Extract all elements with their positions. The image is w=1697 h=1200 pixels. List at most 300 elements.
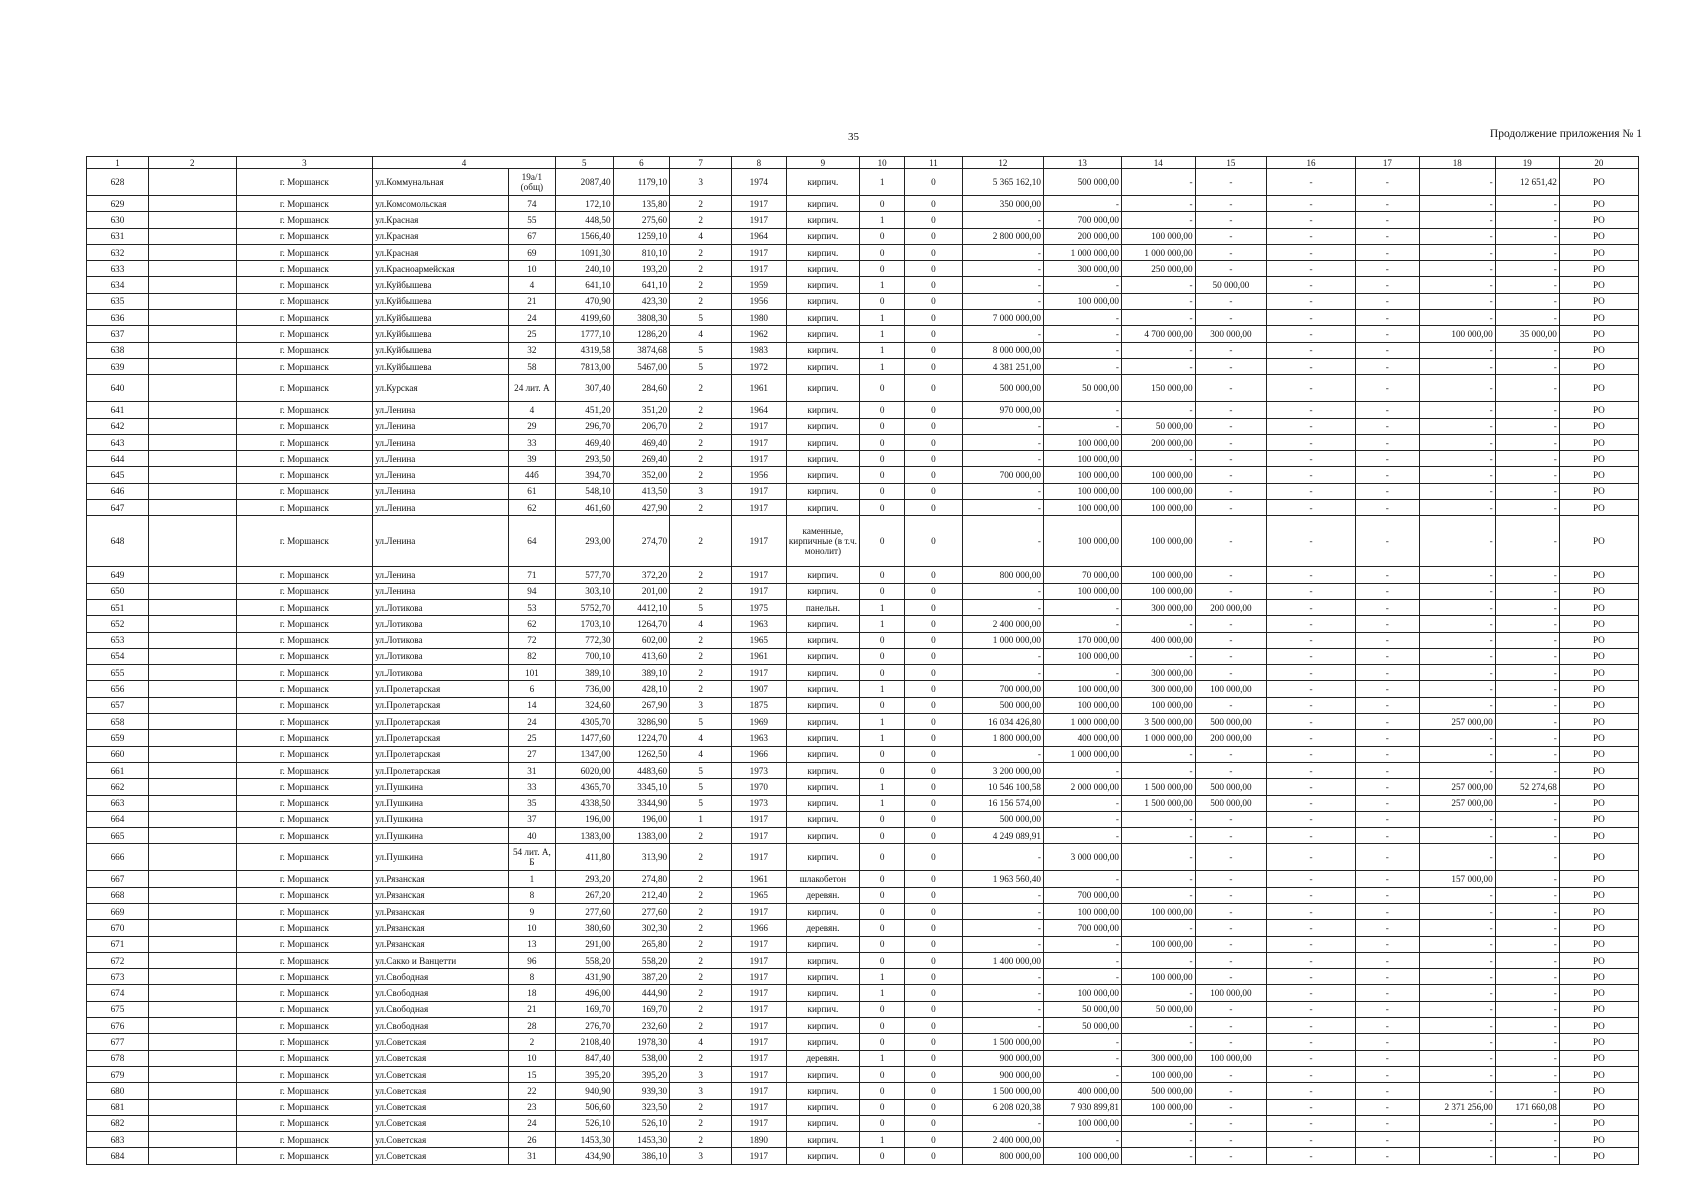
col14-cost-cell: 500 000,00 bbox=[1121, 1083, 1195, 1099]
col13-cost-cell: 1 000 000,00 bbox=[1043, 714, 1121, 730]
col10-cell: 0 bbox=[860, 903, 905, 919]
col14-cost-cell: - bbox=[1121, 402, 1195, 418]
col10-cell: 0 bbox=[860, 375, 905, 402]
col13-cost-cell: 50 000,00 bbox=[1043, 1018, 1121, 1034]
house-number-cell: 54 лит. А, Б bbox=[508, 844, 555, 871]
col12-cost-cell: 6 208 020,38 bbox=[962, 1099, 1043, 1115]
wall-material-cell: кирпич. bbox=[786, 467, 860, 483]
living-area-cell: 232,60 bbox=[613, 1018, 670, 1034]
house-number-cell: 82 bbox=[508, 648, 555, 664]
col16-cost-cell: - bbox=[1267, 567, 1356, 583]
city-cell: г. Моршанск bbox=[236, 1132, 373, 1148]
col18-cost-cell: - bbox=[1419, 483, 1495, 499]
house-number-cell: 21 bbox=[508, 293, 555, 309]
street-cell: ул.Лотикова bbox=[373, 665, 509, 681]
col16-cost-cell: - bbox=[1267, 212, 1356, 228]
col18-cost-cell: - bbox=[1419, 648, 1495, 664]
city-cell: г. Моршанск bbox=[236, 681, 373, 697]
col19-cost-cell: - bbox=[1495, 467, 1559, 483]
year-cell: 1917 bbox=[732, 1083, 786, 1099]
col14-cost-cell: 100 000,00 bbox=[1121, 567, 1195, 583]
house-number-cell: 8 bbox=[508, 887, 555, 903]
house-number-cell: 1 bbox=[508, 871, 555, 887]
house-number-cell: 2 bbox=[508, 1034, 555, 1050]
year-cell: 1917 bbox=[732, 1018, 786, 1034]
page-number: 35 bbox=[848, 131, 859, 143]
house-number-cell: 27 bbox=[508, 746, 555, 762]
col12-cost-cell: - bbox=[962, 936, 1043, 952]
col14-cost-cell: 250 000,00 bbox=[1121, 261, 1195, 277]
col19-cost-cell: - bbox=[1495, 261, 1559, 277]
floors-cell: 3 bbox=[670, 1066, 732, 1082]
source-cell: РО bbox=[1559, 1115, 1638, 1131]
floors-cell: 2 bbox=[670, 418, 732, 434]
col10-cell: 0 bbox=[860, 1034, 905, 1050]
wall-material-cell: кирпич. bbox=[786, 326, 860, 342]
city-cell: г. Моршанск bbox=[236, 1115, 373, 1131]
city-cell: г. Моршанск bbox=[236, 648, 373, 664]
living-area-cell: 3286,90 bbox=[613, 714, 670, 730]
col18-cost-cell: - bbox=[1419, 1066, 1495, 1082]
floors-cell: 2 bbox=[670, 293, 732, 309]
col12-cost-cell: 2 400 000,00 bbox=[962, 1132, 1043, 1148]
floors-cell: 2 bbox=[670, 648, 732, 664]
street-cell: ул.Советская bbox=[373, 1050, 509, 1066]
year-cell: 1917 bbox=[732, 985, 786, 1001]
column-number-header-cell: 9 bbox=[786, 157, 860, 169]
living-area-cell: 169,70 bbox=[613, 1001, 670, 1017]
col17-cost-cell: - bbox=[1355, 467, 1419, 483]
floors-cell: 4 bbox=[670, 616, 732, 632]
col11-cell: 0 bbox=[905, 714, 963, 730]
total-area-cell: 451,20 bbox=[555, 402, 613, 418]
source-cell: РО bbox=[1559, 418, 1638, 434]
col17-cost-cell: - bbox=[1355, 681, 1419, 697]
col10-cell: 1 bbox=[860, 969, 905, 985]
col11-cell: 0 bbox=[905, 985, 963, 1001]
year-cell: 1961 bbox=[732, 375, 786, 402]
source-cell: РО bbox=[1559, 451, 1638, 467]
col13-cost-cell: 300 000,00 bbox=[1043, 261, 1121, 277]
total-area-cell: 307,40 bbox=[555, 375, 613, 402]
floors-cell: 2 bbox=[670, 871, 732, 887]
source-cell: РО bbox=[1559, 762, 1638, 778]
col15-cost-cell: - bbox=[1195, 746, 1267, 762]
table-row bbox=[87, 228, 1639, 244]
col14-cost-cell: 100 000,00 bbox=[1121, 467, 1195, 483]
street-cell: ул.Куйбышева bbox=[373, 358, 509, 374]
street-cell: ул.Рязанская bbox=[373, 887, 509, 903]
row-number: 635 bbox=[87, 293, 149, 309]
col16-cost-cell: - bbox=[1267, 342, 1356, 358]
col2-cell bbox=[148, 887, 236, 903]
house-number-cell: 24 лит. А bbox=[508, 375, 555, 402]
col19-cost-cell: - bbox=[1495, 648, 1559, 664]
source-cell: РО bbox=[1559, 342, 1638, 358]
col11-cell: 0 bbox=[905, 1148, 963, 1164]
col16-cost-cell: - bbox=[1267, 1115, 1356, 1131]
col15-cost-cell: - bbox=[1195, 632, 1267, 648]
living-area-cell: 313,90 bbox=[613, 844, 670, 871]
wall-material-cell: кирпич. bbox=[786, 196, 860, 212]
wall-material-cell: кирпич. bbox=[786, 418, 860, 434]
table-row bbox=[87, 779, 1639, 795]
living-area-cell: 372,20 bbox=[613, 567, 670, 583]
col13-cost-cell: 100 000,00 bbox=[1043, 1115, 1121, 1131]
col12-cost-cell: 350 000,00 bbox=[962, 196, 1043, 212]
col18-cost-cell: - bbox=[1419, 632, 1495, 648]
col19-cost-cell: - bbox=[1495, 1050, 1559, 1066]
col16-cost-cell: - bbox=[1267, 952, 1356, 968]
col18-cost-cell: - bbox=[1419, 1148, 1495, 1164]
col10-cell: 0 bbox=[860, 811, 905, 827]
col13-cost-cell: - bbox=[1043, 402, 1121, 418]
col11-cell: 0 bbox=[905, 169, 963, 196]
living-area-cell: 4483,60 bbox=[613, 762, 670, 778]
table-row bbox=[87, 375, 1639, 402]
city-cell: г. Моршанск bbox=[236, 1018, 373, 1034]
street-cell: ул.Советская bbox=[373, 1034, 509, 1050]
col16-cost-cell: - bbox=[1267, 746, 1356, 762]
col18-cost-cell: - bbox=[1419, 1115, 1495, 1131]
col10-cell: 1 bbox=[860, 277, 905, 293]
col13-cost-cell: - bbox=[1043, 326, 1121, 342]
col16-cost-cell: - bbox=[1267, 1083, 1356, 1099]
col15-cost-cell: - bbox=[1195, 583, 1267, 599]
table-row bbox=[87, 599, 1639, 615]
row-number: 672 bbox=[87, 952, 149, 968]
city-cell: г. Моршанск bbox=[236, 483, 373, 499]
source-cell: РО bbox=[1559, 828, 1638, 844]
living-area-cell: 602,00 bbox=[613, 632, 670, 648]
table-row bbox=[87, 811, 1639, 827]
table-row bbox=[87, 871, 1639, 887]
total-area-cell: 496,00 bbox=[555, 985, 613, 1001]
floors-cell: 2 bbox=[670, 1115, 732, 1131]
col18-cost-cell: - bbox=[1419, 434, 1495, 450]
source-cell: РО bbox=[1559, 632, 1638, 648]
col19-cost-cell: - bbox=[1495, 277, 1559, 293]
living-area-cell: 193,20 bbox=[613, 261, 670, 277]
source-cell: РО bbox=[1559, 244, 1638, 260]
floors-cell: 2 bbox=[670, 969, 732, 985]
col12-cost-cell: 2 800 000,00 bbox=[962, 228, 1043, 244]
col18-cost-cell: - bbox=[1419, 969, 1495, 985]
house-number-cell: 29 bbox=[508, 418, 555, 434]
total-area-cell: 1703,10 bbox=[555, 616, 613, 632]
table-row bbox=[87, 310, 1639, 326]
year-cell: 1917 bbox=[732, 969, 786, 985]
col11-cell: 0 bbox=[905, 434, 963, 450]
col14-cost-cell: - bbox=[1121, 310, 1195, 326]
source-cell: РО bbox=[1559, 811, 1638, 827]
col16-cost-cell: - bbox=[1267, 665, 1356, 681]
floors-cell: 2 bbox=[670, 1050, 732, 1066]
wall-material-cell: кирпич. bbox=[786, 244, 860, 260]
col12-cost-cell: 800 000,00 bbox=[962, 567, 1043, 583]
col2-cell bbox=[148, 212, 236, 228]
col2-cell bbox=[148, 871, 236, 887]
row-number: 684 bbox=[87, 1148, 149, 1164]
col16-cost-cell: - bbox=[1267, 434, 1356, 450]
total-area-cell: 558,20 bbox=[555, 952, 613, 968]
col2-cell bbox=[148, 599, 236, 615]
col14-cost-cell: - bbox=[1121, 169, 1195, 196]
column-number-header-cell: 4 bbox=[373, 157, 556, 169]
col11-cell: 0 bbox=[905, 730, 963, 746]
col18-cost-cell: - bbox=[1419, 169, 1495, 196]
col10-cell: 0 bbox=[860, 648, 905, 664]
living-area-cell: 3874,68 bbox=[613, 342, 670, 358]
column-number-header-cell: 7 bbox=[670, 157, 732, 169]
total-area-cell: 4305,70 bbox=[555, 714, 613, 730]
col14-cost-cell: - bbox=[1121, 746, 1195, 762]
source-cell: РО bbox=[1559, 1050, 1638, 1066]
house-number-cell: 14 bbox=[508, 697, 555, 713]
col12-cost-cell: - bbox=[962, 483, 1043, 499]
floors-cell: 2 bbox=[670, 952, 732, 968]
col13-cost-cell: 100 000,00 bbox=[1043, 648, 1121, 664]
year-cell: 1917 bbox=[732, 903, 786, 919]
col17-cost-cell: - bbox=[1355, 697, 1419, 713]
source-cell: РО bbox=[1559, 261, 1638, 277]
col2-cell bbox=[148, 920, 236, 936]
city-cell: г. Моршанск bbox=[236, 985, 373, 1001]
wall-material-cell: кирпич. bbox=[786, 648, 860, 664]
table-row bbox=[87, 196, 1639, 212]
col14-cost-cell: - bbox=[1121, 920, 1195, 936]
source-cell: РО bbox=[1559, 500, 1638, 516]
total-area-cell: 1091,30 bbox=[555, 244, 613, 260]
city-cell: г. Моршанск bbox=[236, 451, 373, 467]
table-row bbox=[87, 795, 1639, 811]
col14-cost-cell: 300 000,00 bbox=[1121, 1050, 1195, 1066]
col19-cost-cell: - bbox=[1495, 681, 1559, 697]
col10-cell: 0 bbox=[860, 583, 905, 599]
house-number-cell: 9 bbox=[508, 903, 555, 919]
city-cell: г. Моршанск bbox=[236, 244, 373, 260]
house-number-cell: 28 bbox=[508, 1018, 555, 1034]
col13-cost-cell: 1 000 000,00 bbox=[1043, 244, 1121, 260]
col18-cost-cell: - bbox=[1419, 762, 1495, 778]
floors-cell: 5 bbox=[670, 342, 732, 358]
col13-cost-cell: 70 000,00 bbox=[1043, 567, 1121, 583]
col14-cost-cell: - bbox=[1121, 451, 1195, 467]
col15-cost-cell: - bbox=[1195, 1066, 1267, 1082]
total-area-cell: 548,10 bbox=[555, 483, 613, 499]
col12-cost-cell: - bbox=[962, 212, 1043, 228]
col10-cell: 1 bbox=[860, 310, 905, 326]
street-cell: ул.Пролетарская bbox=[373, 746, 509, 762]
living-area-cell: 351,20 bbox=[613, 402, 670, 418]
col10-cell: 1 bbox=[860, 599, 905, 615]
wall-material-cell: кирпич. bbox=[786, 969, 860, 985]
source-cell: РО bbox=[1559, 1099, 1638, 1115]
col11-cell: 0 bbox=[905, 358, 963, 374]
city-cell: г. Моршанск bbox=[236, 903, 373, 919]
source-cell: РО bbox=[1559, 169, 1638, 196]
col14-cost-cell: 300 000,00 bbox=[1121, 665, 1195, 681]
house-number-cell: 40 bbox=[508, 828, 555, 844]
table-row bbox=[87, 1115, 1639, 1131]
city-cell: г. Моршанск bbox=[236, 746, 373, 762]
col2-cell bbox=[148, 169, 236, 196]
col10-cell: 0 bbox=[860, 451, 905, 467]
floors-cell: 2 bbox=[670, 936, 732, 952]
col2-cell bbox=[148, 632, 236, 648]
street-cell: ул.Лотикова bbox=[373, 632, 509, 648]
col19-cost-cell: - bbox=[1495, 358, 1559, 374]
table-row bbox=[87, 1132, 1639, 1148]
wall-material-cell: кирпич. bbox=[786, 697, 860, 713]
street-cell: ул.Курская bbox=[373, 375, 509, 402]
col18-cost-cell: - bbox=[1419, 196, 1495, 212]
col2-cell bbox=[148, 828, 236, 844]
street-cell: ул.Советская bbox=[373, 1132, 509, 1148]
total-area-cell: 1453,30 bbox=[555, 1132, 613, 1148]
col19-cost-cell: - bbox=[1495, 795, 1559, 811]
col14-cost-cell: 100 000,00 bbox=[1121, 697, 1195, 713]
wall-material-cell: кирпич. bbox=[786, 375, 860, 402]
col11-cell: 0 bbox=[905, 375, 963, 402]
wall-material-cell: кирпич. bbox=[786, 1083, 860, 1099]
col12-cost-cell: - bbox=[962, 451, 1043, 467]
col16-cost-cell: - bbox=[1267, 326, 1356, 342]
living-area-cell: 4412,10 bbox=[613, 599, 670, 615]
col17-cost-cell: - bbox=[1355, 310, 1419, 326]
col18-cost-cell: 2 371 256,00 bbox=[1419, 1099, 1495, 1115]
street-cell: ул.Рязанская bbox=[373, 903, 509, 919]
street-cell: ул.Красная bbox=[373, 244, 509, 260]
col18-cost-cell: - bbox=[1419, 887, 1495, 903]
year-cell: 1875 bbox=[732, 697, 786, 713]
source-cell: РО bbox=[1559, 326, 1638, 342]
row-number: 679 bbox=[87, 1066, 149, 1082]
row-number: 683 bbox=[87, 1132, 149, 1148]
col15-cost-cell: 300 000,00 bbox=[1195, 326, 1267, 342]
col18-cost-cell: - bbox=[1419, 844, 1495, 871]
year-cell: 1917 bbox=[732, 665, 786, 681]
city-cell: г. Моршанск bbox=[236, 730, 373, 746]
year-cell: 1917 bbox=[732, 500, 786, 516]
col12-cost-cell: 1 800 000,00 bbox=[962, 730, 1043, 746]
col13-cost-cell: 700 000,00 bbox=[1043, 920, 1121, 936]
col17-cost-cell: - bbox=[1355, 277, 1419, 293]
col15-cost-cell: - bbox=[1195, 903, 1267, 919]
col13-cost-cell: 7 930 899,81 bbox=[1043, 1099, 1121, 1115]
col11-cell: 0 bbox=[905, 212, 963, 228]
col18-cost-cell: - bbox=[1419, 402, 1495, 418]
col16-cost-cell: - bbox=[1267, 714, 1356, 730]
col15-cost-cell: - bbox=[1195, 375, 1267, 402]
col13-cost-cell: 700 000,00 bbox=[1043, 887, 1121, 903]
col17-cost-cell: - bbox=[1355, 1132, 1419, 1148]
total-area-cell: 5752,70 bbox=[555, 599, 613, 615]
year-cell: 1962 bbox=[732, 326, 786, 342]
street-cell: ул.Ленина bbox=[373, 483, 509, 499]
city-cell: г. Моршанск bbox=[236, 326, 373, 342]
col13-cost-cell: 100 000,00 bbox=[1043, 583, 1121, 599]
col11-cell: 0 bbox=[905, 697, 963, 713]
year-cell: 1917 bbox=[732, 1148, 786, 1164]
col12-cost-cell: 1 500 000,00 bbox=[962, 1034, 1043, 1050]
col10-cell: 0 bbox=[860, 418, 905, 434]
col19-cost-cell: - bbox=[1495, 665, 1559, 681]
col18-cost-cell: - bbox=[1419, 583, 1495, 599]
street-cell: ул.Ленина bbox=[373, 500, 509, 516]
source-cell: РО bbox=[1559, 969, 1638, 985]
col2-cell bbox=[148, 1099, 236, 1115]
table-row bbox=[87, 1083, 1639, 1099]
col19-cost-cell: - bbox=[1495, 1001, 1559, 1017]
year-cell: 1956 bbox=[732, 467, 786, 483]
city-cell: г. Моршанск bbox=[236, 293, 373, 309]
year-cell: 1966 bbox=[732, 746, 786, 762]
house-number-cell: 72 bbox=[508, 632, 555, 648]
col12-cost-cell: 800 000,00 bbox=[962, 1148, 1043, 1164]
col10-cell: 0 bbox=[860, 871, 905, 887]
col11-cell: 0 bbox=[905, 936, 963, 952]
col16-cost-cell: - bbox=[1267, 483, 1356, 499]
source-cell: РО bbox=[1559, 985, 1638, 1001]
col12-cost-cell: 500 000,00 bbox=[962, 811, 1043, 827]
living-area-cell: 212,40 bbox=[613, 887, 670, 903]
year-cell: 1983 bbox=[732, 342, 786, 358]
city-cell: г. Моршанск bbox=[236, 1099, 373, 1115]
column-number-header-cell: 14 bbox=[1121, 157, 1195, 169]
col16-cost-cell: - bbox=[1267, 467, 1356, 483]
living-area-cell: 395,20 bbox=[613, 1066, 670, 1082]
floors-cell: 2 bbox=[670, 1099, 732, 1115]
column-number-header-cell: 3 bbox=[236, 157, 373, 169]
table-row bbox=[87, 418, 1639, 434]
source-cell: РО bbox=[1559, 583, 1638, 599]
col14-cost-cell: - bbox=[1121, 342, 1195, 358]
col15-cost-cell: - bbox=[1195, 665, 1267, 681]
city-cell: г. Моршанск bbox=[236, 169, 373, 196]
row-number: 646 bbox=[87, 483, 149, 499]
col2-cell bbox=[148, 244, 236, 260]
wall-material-cell: кирпич. bbox=[786, 811, 860, 827]
col19-cost-cell: - bbox=[1495, 212, 1559, 228]
col12-cost-cell: - bbox=[962, 1115, 1043, 1131]
house-number-cell: 4 bbox=[508, 277, 555, 293]
source-cell: РО bbox=[1559, 887, 1638, 903]
col18-cost-cell: - bbox=[1419, 1034, 1495, 1050]
col17-cost-cell: - bbox=[1355, 418, 1419, 434]
col14-cost-cell: 300 000,00 bbox=[1121, 681, 1195, 697]
table-row bbox=[87, 293, 1639, 309]
col10-cell: 1 bbox=[860, 795, 905, 811]
floors-cell: 2 bbox=[670, 1132, 732, 1148]
col17-cost-cell: - bbox=[1355, 500, 1419, 516]
row-number: 628 bbox=[87, 169, 149, 196]
col18-cost-cell: - bbox=[1419, 811, 1495, 827]
col17-cost-cell: - bbox=[1355, 434, 1419, 450]
col12-cost-cell: - bbox=[962, 1018, 1043, 1034]
living-area-cell: 269,40 bbox=[613, 451, 670, 467]
street-cell: ул.Пушкина bbox=[373, 779, 509, 795]
col14-cost-cell: - bbox=[1121, 616, 1195, 632]
column-number-header-cell: 16 bbox=[1267, 157, 1356, 169]
street-cell: ул.Советская bbox=[373, 1148, 509, 1164]
col14-cost-cell: 50 000,00 bbox=[1121, 418, 1195, 434]
col15-cost-cell: - bbox=[1195, 969, 1267, 985]
col14-cost-cell: 100 000,00 bbox=[1121, 1066, 1195, 1082]
col14-cost-cell: 100 000,00 bbox=[1121, 936, 1195, 952]
col11-cell: 0 bbox=[905, 483, 963, 499]
col19-cost-cell: - bbox=[1495, 451, 1559, 467]
